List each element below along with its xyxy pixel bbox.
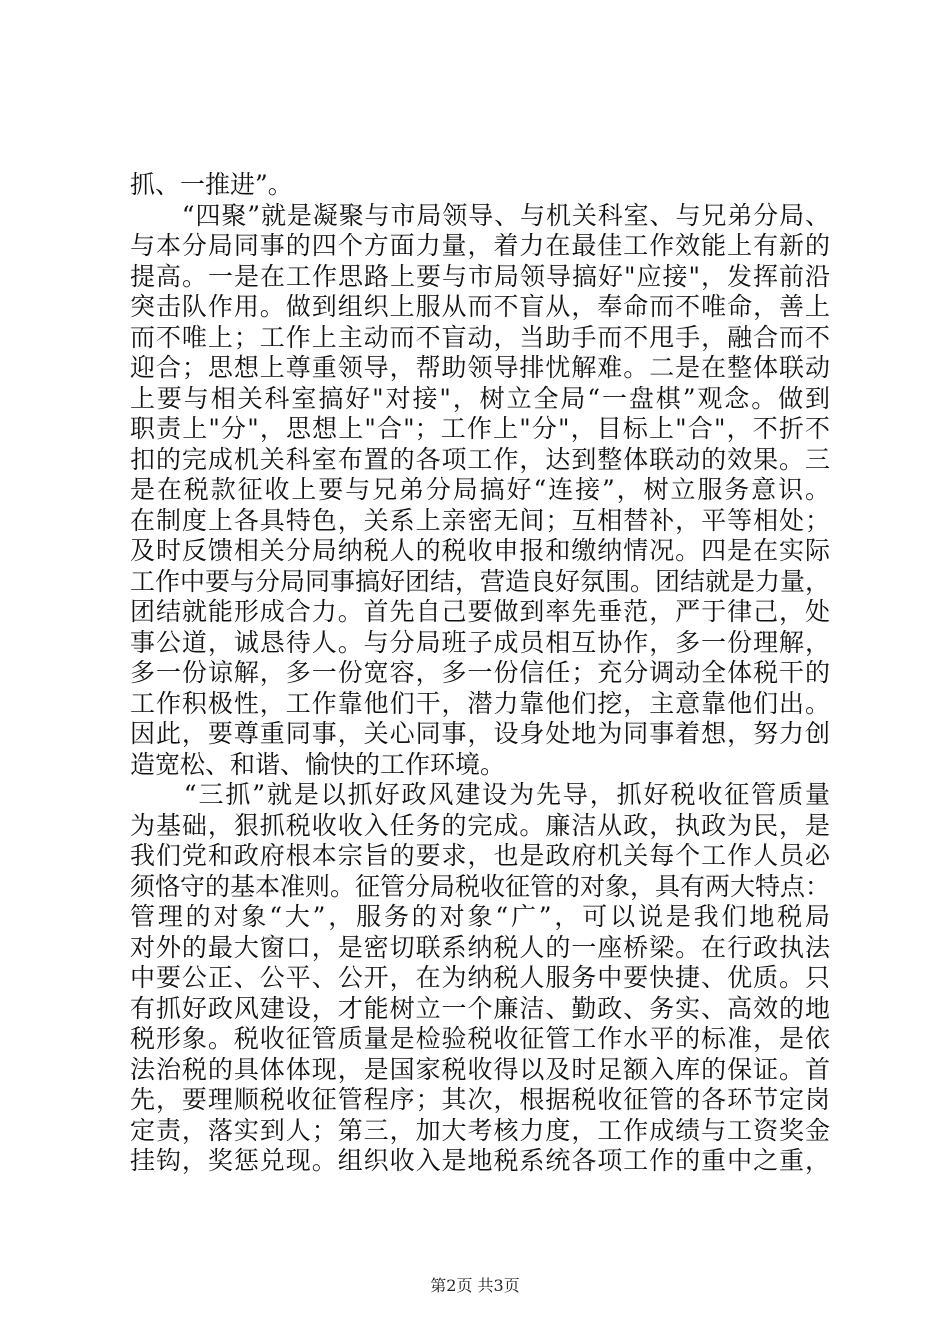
text-line: 多一份谅解，多一份宽容，多一份信任；充分调动全体税干的 <box>130 658 830 687</box>
text-line: 工作积极性，工作靠他们干，潜力靠他们挖，主意靠他们出。 <box>130 688 830 718</box>
text-line: 我们党和政府根本宗旨的要求，也是政府机关每个工作人员必 <box>130 841 830 870</box>
text-line: 法治税的具体体现，是国家税收得以及时足额入库的保证。首 <box>130 1054 830 1084</box>
text-line: 为基础，狠抓税收收入任务的完成。廉洁从政，执政为民，是 <box>130 810 830 840</box>
body-text <box>130 170 830 1177</box>
text-line: 对外的最大窗口，是密切联系纳税人的一座桥梁。在行政执法 <box>130 932 830 962</box>
text-line: 在制度上各具特色，关系上亲密无间；互相替补，平等相处； <box>130 505 830 535</box>
text-line: 抓、一推进”。 <box>130 170 293 199</box>
text-line: 造宽松、和谐、愉快的工作环境。 <box>130 749 506 779</box>
text-line: 而不唯上；工作上主动而不盲动，当助手而不甩手，融合而不 <box>130 322 830 352</box>
page-footer: 第2页 共3页 <box>430 1276 520 1295</box>
text-line: “三抓”就是以抓好政风建设为先导，抓好税收征管质量 <box>130 780 830 809</box>
text-line: 挂钩，奖惩兑现。组织收入是地税系统各项工作的重中之重， <box>130 1146 830 1175</box>
text-line: 与本分局同事的四个方面力量，着力在最佳工作效能上有新的 <box>130 231 830 260</box>
text-line: 职责上"分"，思想上"合"；工作上"分"，目标上"合"，不折不 <box>130 414 830 443</box>
text-line: 定责，落实到人；第三，加大考核力度，工作成绩与工资奖金 <box>130 1115 830 1145</box>
text-line: 须恪守的基本准则。征管分局税收征管的对象，具有两大特点： <box>130 871 830 901</box>
text-line: 先，要理顺税收征管程序；其次，根据税收征管的各环节定岗 <box>130 1085 830 1114</box>
text-line: 事公道，诚恳待人。与分局班子成员相互协作，多一份理解， <box>130 627 830 657</box>
text-line: 及时反馈相关分局纳税人的税收申报和缴纳情况。四是在实际 <box>130 536 830 565</box>
text-line: 上要与相关科室搞好"对接"，树立全局“一盘棋”观念。做到 <box>130 383 830 413</box>
text-line: 团结就能形成合力。首先自己要做到率先垂范，严于律己，处 <box>130 597 830 626</box>
text-line: 突击队作用。做到组织上服从而不盲从，奉命而不唯命，善上 <box>130 292 830 321</box>
text-line: 中要公正、公平、公开，在为纳税人服务中要快捷、优质。只 <box>130 963 830 992</box>
text-line: 迎合；思想上尊重领导，帮助领导排忧解难。二是在整体联动 <box>130 353 830 382</box>
text-line: 有抓好政风建设，才能树立一个廉洁、勤政、务实、高效的地 <box>130 993 830 1023</box>
text-line: 管理的对象“大”，服务的对象“广”，可以说是我们地税局 <box>130 902 830 931</box>
text-line: 工作中要与分局同事搞好团结，营造良好氛围。团结就是力量， <box>130 566 830 596</box>
text-line: 因此，要尊重同事，关心同事，设身处地为同事着想，努力创 <box>130 719 830 748</box>
text-line: “四聚”就是凝聚与市局领导、与机关科室、与兄弟分局、 <box>130 200 830 230</box>
text-line: 是在税款征收上要与兄弟分局搞好“连接”，树立服务意识。 <box>130 475 830 504</box>
text-line: 提高。一是在工作思路上要与市局领导搞好"应接"，发挥前沿 <box>130 261 830 291</box>
text-line: 扣的完成机关科室布置的各项工作，达到整体联动的效果。三 <box>130 444 830 474</box>
text-line: 税形象。税收征管质量是检验税收征管工作水平的标准，是依 <box>130 1024 830 1053</box>
